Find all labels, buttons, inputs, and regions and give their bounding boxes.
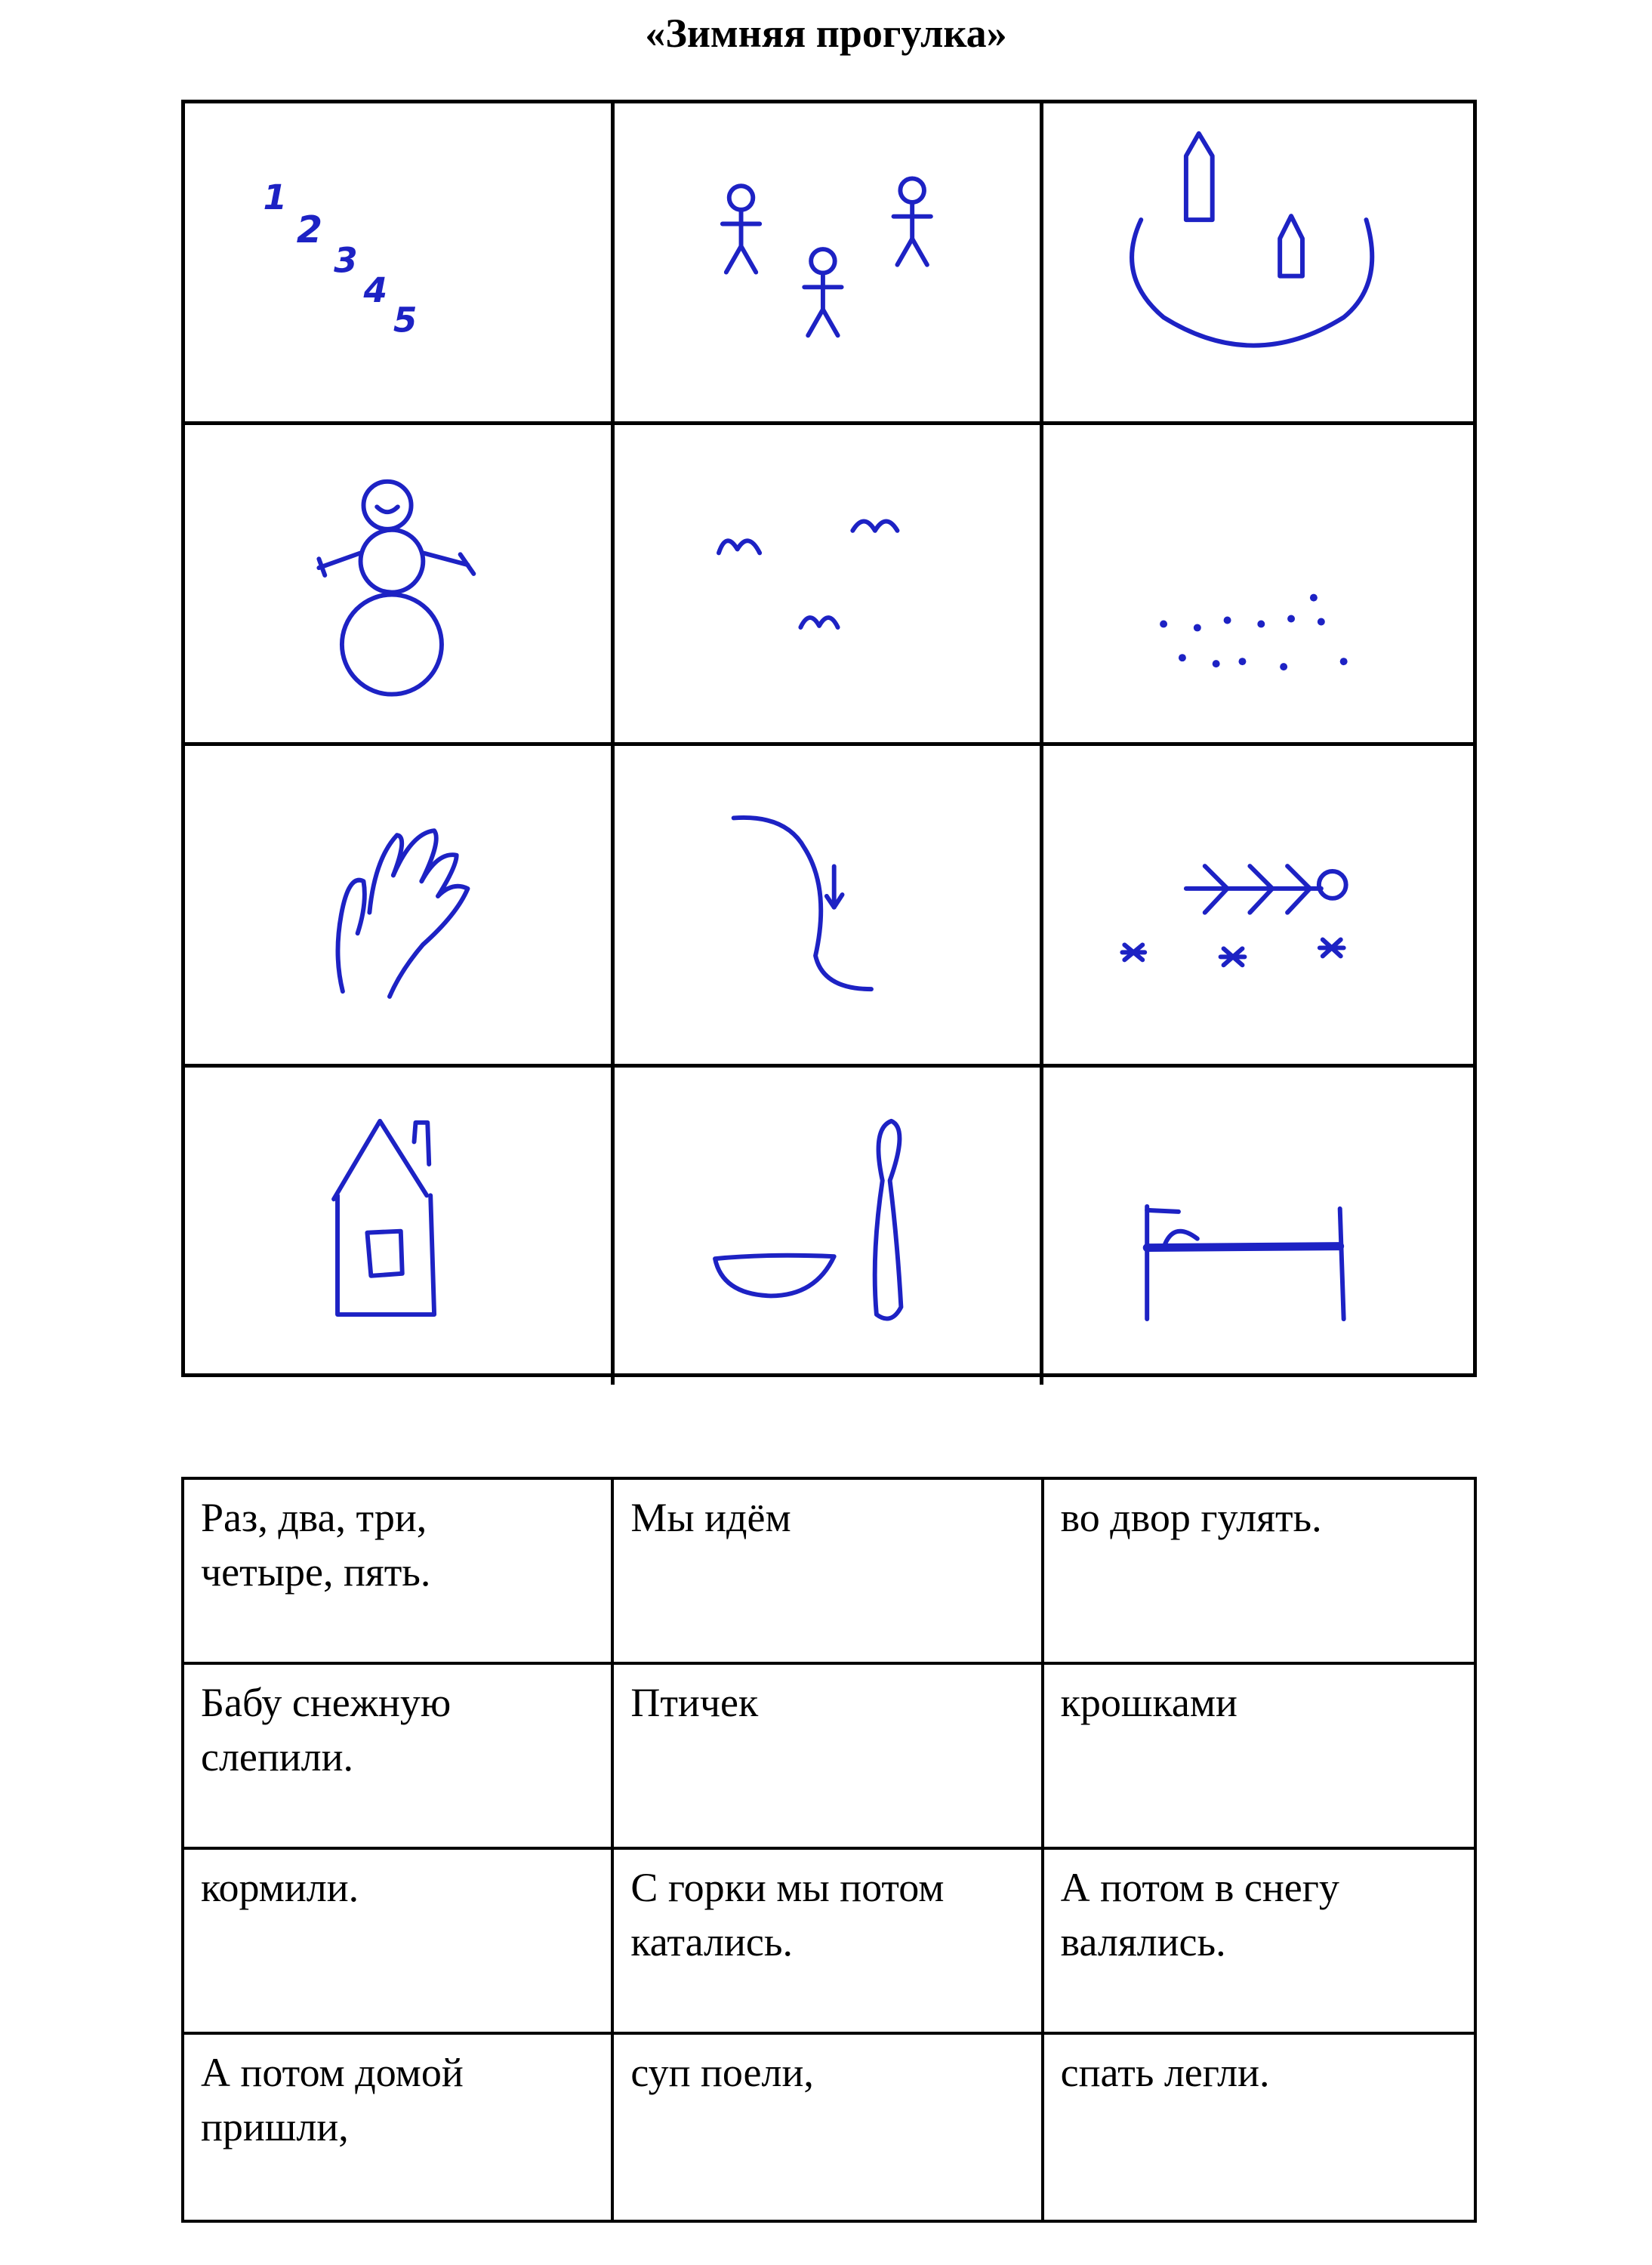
snowman-icon (185, 425, 615, 747)
text-cell: суп поели, (614, 2035, 1043, 2220)
bird-1 (719, 541, 760, 553)
numbers-12345-icon (185, 103, 615, 425)
text-cell: крошками (1044, 1665, 1474, 1850)
stick-figure-right (893, 178, 930, 264)
page-title: «Зимняя прогулка» (645, 11, 1007, 56)
text-table (181, 1477, 1477, 2223)
text-cell: спать легли. (1060, 2050, 1270, 2095)
text-cell: С горки мы потом катались. (614, 1850, 1043, 2035)
yard-with-houses-icon (1043, 103, 1473, 425)
number-5: 5 (393, 300, 418, 341)
slide-icon (615, 746, 1044, 1068)
skier-snowflakes-icon (1043, 746, 1473, 1068)
soup-bowl-spoon-icon (615, 1068, 1044, 1385)
birds-icon (615, 425, 1044, 747)
stick-figure-middle (804, 249, 841, 335)
text-cell: А потом в снегу валялись. (1044, 1850, 1474, 2035)
bird-2 (852, 521, 897, 530)
bird-3 (800, 618, 837, 627)
text-cell: Птичек (614, 1665, 1043, 1850)
text-cell: Мы идём (614, 1480, 1043, 1665)
number-1: 1 (263, 177, 287, 217)
number-2: 2 (296, 208, 323, 252)
snowflake-2 (1221, 948, 1245, 965)
text-cell: во двор гулять. (1044, 1480, 1474, 1665)
pictogram-grid (181, 100, 1477, 1377)
crumbs-icon (1043, 425, 1473, 747)
number-4: 4 (363, 270, 388, 310)
hand-icon (185, 746, 615, 1068)
stick-figures-icon (615, 103, 1044, 425)
snowflake-1 (1123, 945, 1145, 960)
bed-icon (1043, 1068, 1473, 1385)
text-cell: кормили. (184, 1850, 614, 2035)
house-icon (185, 1068, 615, 1385)
text-cell: Раз, два, три, четыре, пять. (184, 1480, 614, 1665)
number-3: 3 (334, 240, 358, 281)
text-cell: А потом домой пришли, (184, 2035, 614, 2220)
snowflake-3 (1320, 940, 1344, 957)
text-cell: Бабу снежную слепили. (184, 1665, 614, 1850)
stick-figure-left (723, 186, 760, 272)
